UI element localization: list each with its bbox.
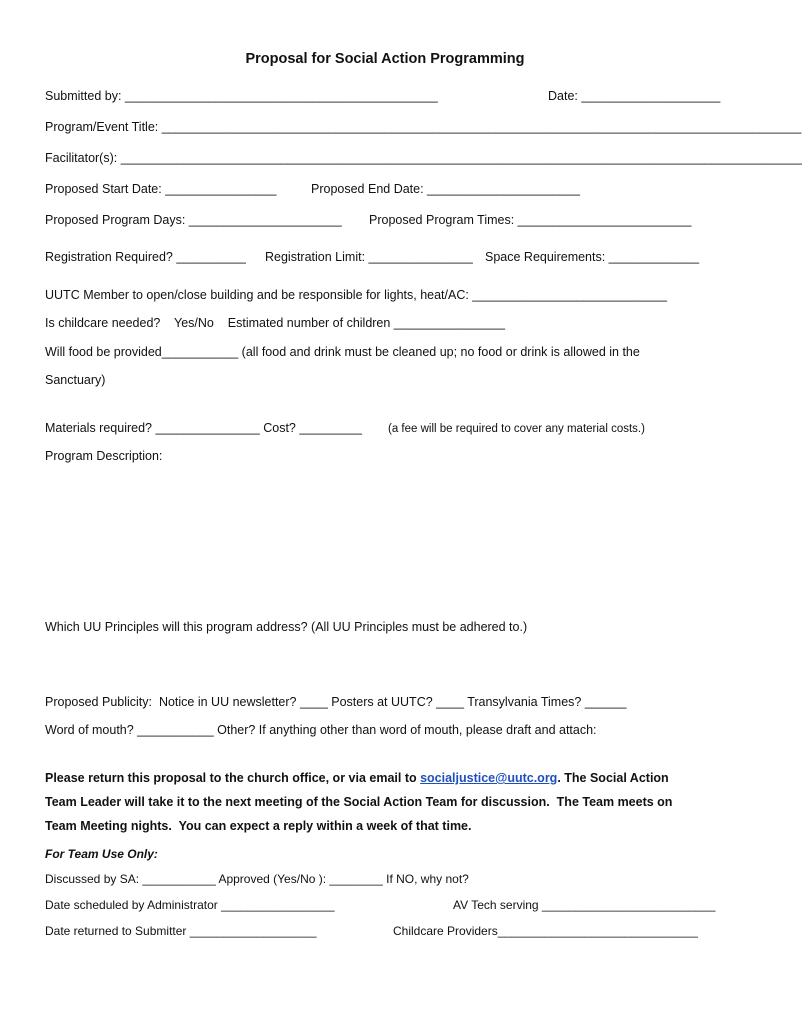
program-title-field[interactable]: Program/Event Title: ____________________________________________________________________________________________ [45, 120, 802, 134]
instructions-text: Please return this proposal to the church office, or via email to [45, 771, 421, 785]
end-date-field[interactable]: Proposed End Date: ______________________ [311, 182, 580, 196]
principles-question: Which UU Principles will this program address? (All UU Principles must be adhered to.) [45, 620, 528, 634]
program-description-area[interactable] [45, 470, 725, 600]
principles-answer-area[interactable] [45, 640, 725, 686]
childcare-field[interactable]: Is childcare needed? Yes/No Estimated number of children ________________ [45, 316, 506, 330]
form-title: Proposal for Social Action Programming [245, 51, 525, 67]
instructions-line-3: Team Meeting nights. You can expect a reply within a week of that time. [45, 819, 472, 833]
start-date-field[interactable]: Proposed Start Date: ________________ [45, 182, 277, 196]
program-days-field[interactable]: Proposed Program Days: ______________________ [45, 213, 342, 227]
uutc-member-field[interactable]: UUTC Member to open/close building and be responsible for lights, heat/AC: ____________________________ [45, 288, 667, 302]
food-field-continued: Sanctuary) [45, 373, 106, 387]
childcare-providers-field[interactable]: Childcare Providers______________________________ [393, 924, 698, 938]
instructions-text-end: . The Social Action [557, 771, 669, 785]
date-scheduled-field[interactable]: Date scheduled by Administrator _________________ [45, 898, 335, 912]
publicity-field[interactable]: Proposed Publicity: Notice in UU newsletter? ____ Posters at UUTC? ____ Transylvania Times? ______ [45, 695, 627, 709]
space-requirements-field[interactable]: Space Requirements: _____________ [485, 250, 700, 264]
instructions-line-1 [45, 770, 669, 786]
date-returned-field[interactable]: Date returned to Submitter ___________________ [45, 924, 317, 938]
team-use-heading: For Team Use Only: [45, 847, 158, 861]
materials-note: (a fee will be required to cover any material costs.) [388, 423, 645, 435]
submitted-by-field[interactable]: Submitted by: _____________________________________________ [45, 89, 438, 103]
program-times-field[interactable]: Proposed Program Times: _________________________ [369, 213, 692, 227]
program-description-label: Program Description: [45, 449, 163, 463]
av-tech-field[interactable]: AV Tech serving __________________________ [453, 898, 716, 912]
registration-limit-field[interactable]: Registration Limit: _______________ [265, 250, 473, 264]
materials-field[interactable]: Materials required? _______________ Cost? _________ [45, 421, 362, 435]
facilitators-field[interactable]: Facilitator(s): __________________________________________________________________________________________________ [45, 151, 802, 165]
instructions-line-2: Team Leader will take it to the next meeting of the Social Action Team for discussion. The Team meets on [45, 795, 673, 809]
discussed-field[interactable]: Discussed by SA: ___________ Approved (Yes/No ): ________ If NO, why not? [45, 872, 469, 886]
email-link[interactable]: socialjustice@uutc.org [420, 771, 558, 785]
registration-required-field[interactable]: Registration Required? __________ [45, 250, 246, 264]
date-field[interactable]: Date: ____________________ [548, 89, 721, 103]
word-of-mouth-field[interactable]: Word of mouth? ___________ Other? If anything other than word of mouth, please draft and attach: [45, 723, 597, 737]
food-field[interactable]: Will food be provided___________ (all food and drink must be cleaned up; no food or drink is allowed in the [45, 345, 640, 359]
